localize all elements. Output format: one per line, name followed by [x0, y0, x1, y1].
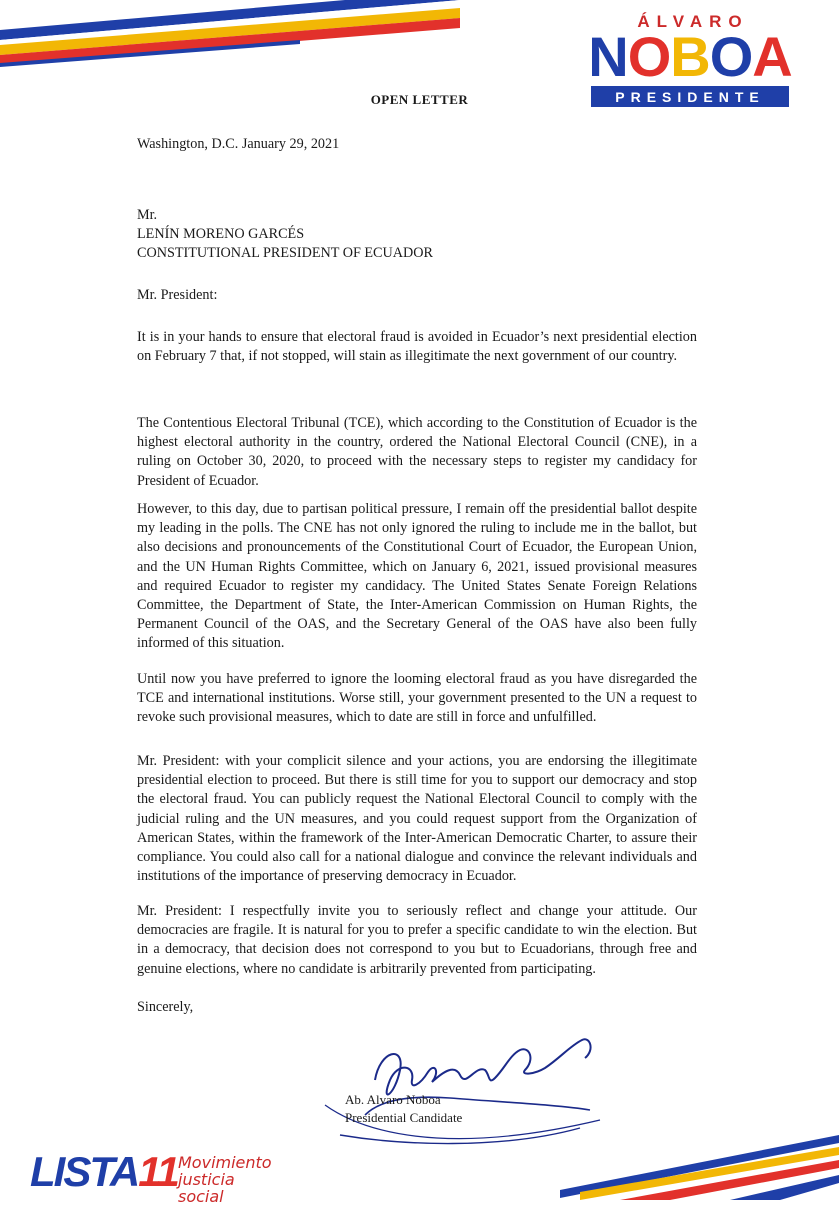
paragraph-text: The Contentious Electoral Tribunal (TCE), which according to the Constitution of Ecuador is the highest electoral authority in the country, ordered the National Electoral Council (CNE), in a ruling on October 30, 2020, to proceed with the necessary steps to register my candidacy for President of Ecuador.	[137, 415, 697, 489]
logo-letter: A	[752, 25, 792, 88]
recipient-position: CONSTITUTIONAL PRESIDENT OF ECUADOR	[137, 245, 433, 262]
signer-title: Presidential Candidate	[345, 1110, 463, 1125]
letter-paragraph	[137, 752, 697, 886]
letter-paragraph	[137, 328, 697, 366]
recipient-name: LENÍN MORENO GARCÉS	[137, 226, 305, 243]
letter-paragraph	[137, 902, 697, 979]
place-date: Washington, D.C. January 29, 2021	[137, 136, 340, 152]
movement-line-2: justicia social	[178, 1170, 235, 1206]
logo-subtitle-bar: PRESIDENTE	[591, 86, 789, 107]
logo-letter: B	[670, 25, 710, 88]
logo-letter: O	[627, 25, 671, 88]
signer-name: Ab. Alvaro Noboa	[345, 1092, 441, 1107]
logo-last-name	[585, 25, 795, 88]
lista-11-logo	[30, 1148, 272, 1206]
letter-paragraph	[137, 414, 697, 491]
lista-label: LISTA	[30, 1148, 139, 1195]
letter-paragraph	[137, 500, 697, 654]
paragraph-text: It is in your hands to ensure that electoral fraud is avoided in Ecuador’s next presidential election on February 7 that, if not stopped, will stain as illegitimate the next government of our country.	[137, 329, 697, 365]
signature-image	[320, 1010, 620, 1160]
letter-title: OPEN LETTER	[370, 92, 469, 107]
paragraph-text: However, to this day, due to partisan political pressure, I remain off the presidential ballot despite my leading in the polls. The CNE has not only ignored the ruling to include me in the ballot, but also decisions and pronouncements of the Constitutional Court of Ecuador, the European Union, and the UN Human Rights Committee, which on January 6, 2021, issued provisional measures and required Ecuador to register my candidacy. The United States Senate Foreign Relations Committee, the Department of State, the Inter-American Commission on Human Rights, the Permanent Council of the OAS, and the Secretary General of the OAS have also been fully informed of this situation.	[137, 501, 697, 652]
paragraph-text: Until now you have preferred to ignore the looming electoral fraud as you have disregarded the TCE and international institutions. Worse still, your government presented to the UN a request to revoke such provisional measures, which to date are still in force and unfulfilled.	[137, 671, 697, 726]
logo-letter: N	[588, 25, 628, 88]
paragraph-text: Mr. President: I respectfully invite you to seriously reflect and change your attitude. Our democracies are fragile. It is natural for you to prefer a specific candidate to win the election. But in a democracy, that decision does not correspond to you but to Ecuadorians, through free and genuine elections, where no candidate is arbitrarily prevented from participating.	[137, 903, 697, 977]
top-stripes-decoration	[0, 0, 460, 90]
greeting: Mr. President:	[137, 287, 218, 303]
movement-name	[178, 1154, 272, 1205]
lista-eleven: 11	[138, 1148, 178, 1195]
paragraph-text: Mr. President: with your complicit silence and your actions, you are endorsing the illegitimate presidential election to proceed. But there is still time for you to support our democracy and stop the electoral fraud. You can publicly request the National Electoral Council to comply with the judicial ruling and the UN measures, and you could request support from the Organization of American States, within the framework of the Inter-American Democratic Charter, to assure their compliance. You could also call for a national dialogue and convince the relevant individuals and institutions of the importance of preserving democracy in Ecuador.	[137, 753, 697, 885]
recipient-block	[137, 206, 697, 264]
lista-number	[30, 1148, 178, 1195]
recipient-salutation: Mr.	[137, 207, 158, 223]
movement-line-1: Movimiento	[178, 1153, 272, 1172]
logo-letter: O	[709, 25, 753, 88]
letter-paragraph	[137, 670, 697, 728]
closing: Sincerely,	[137, 999, 194, 1015]
logo-first-name: ÁLVARO	[637, 12, 749, 31]
